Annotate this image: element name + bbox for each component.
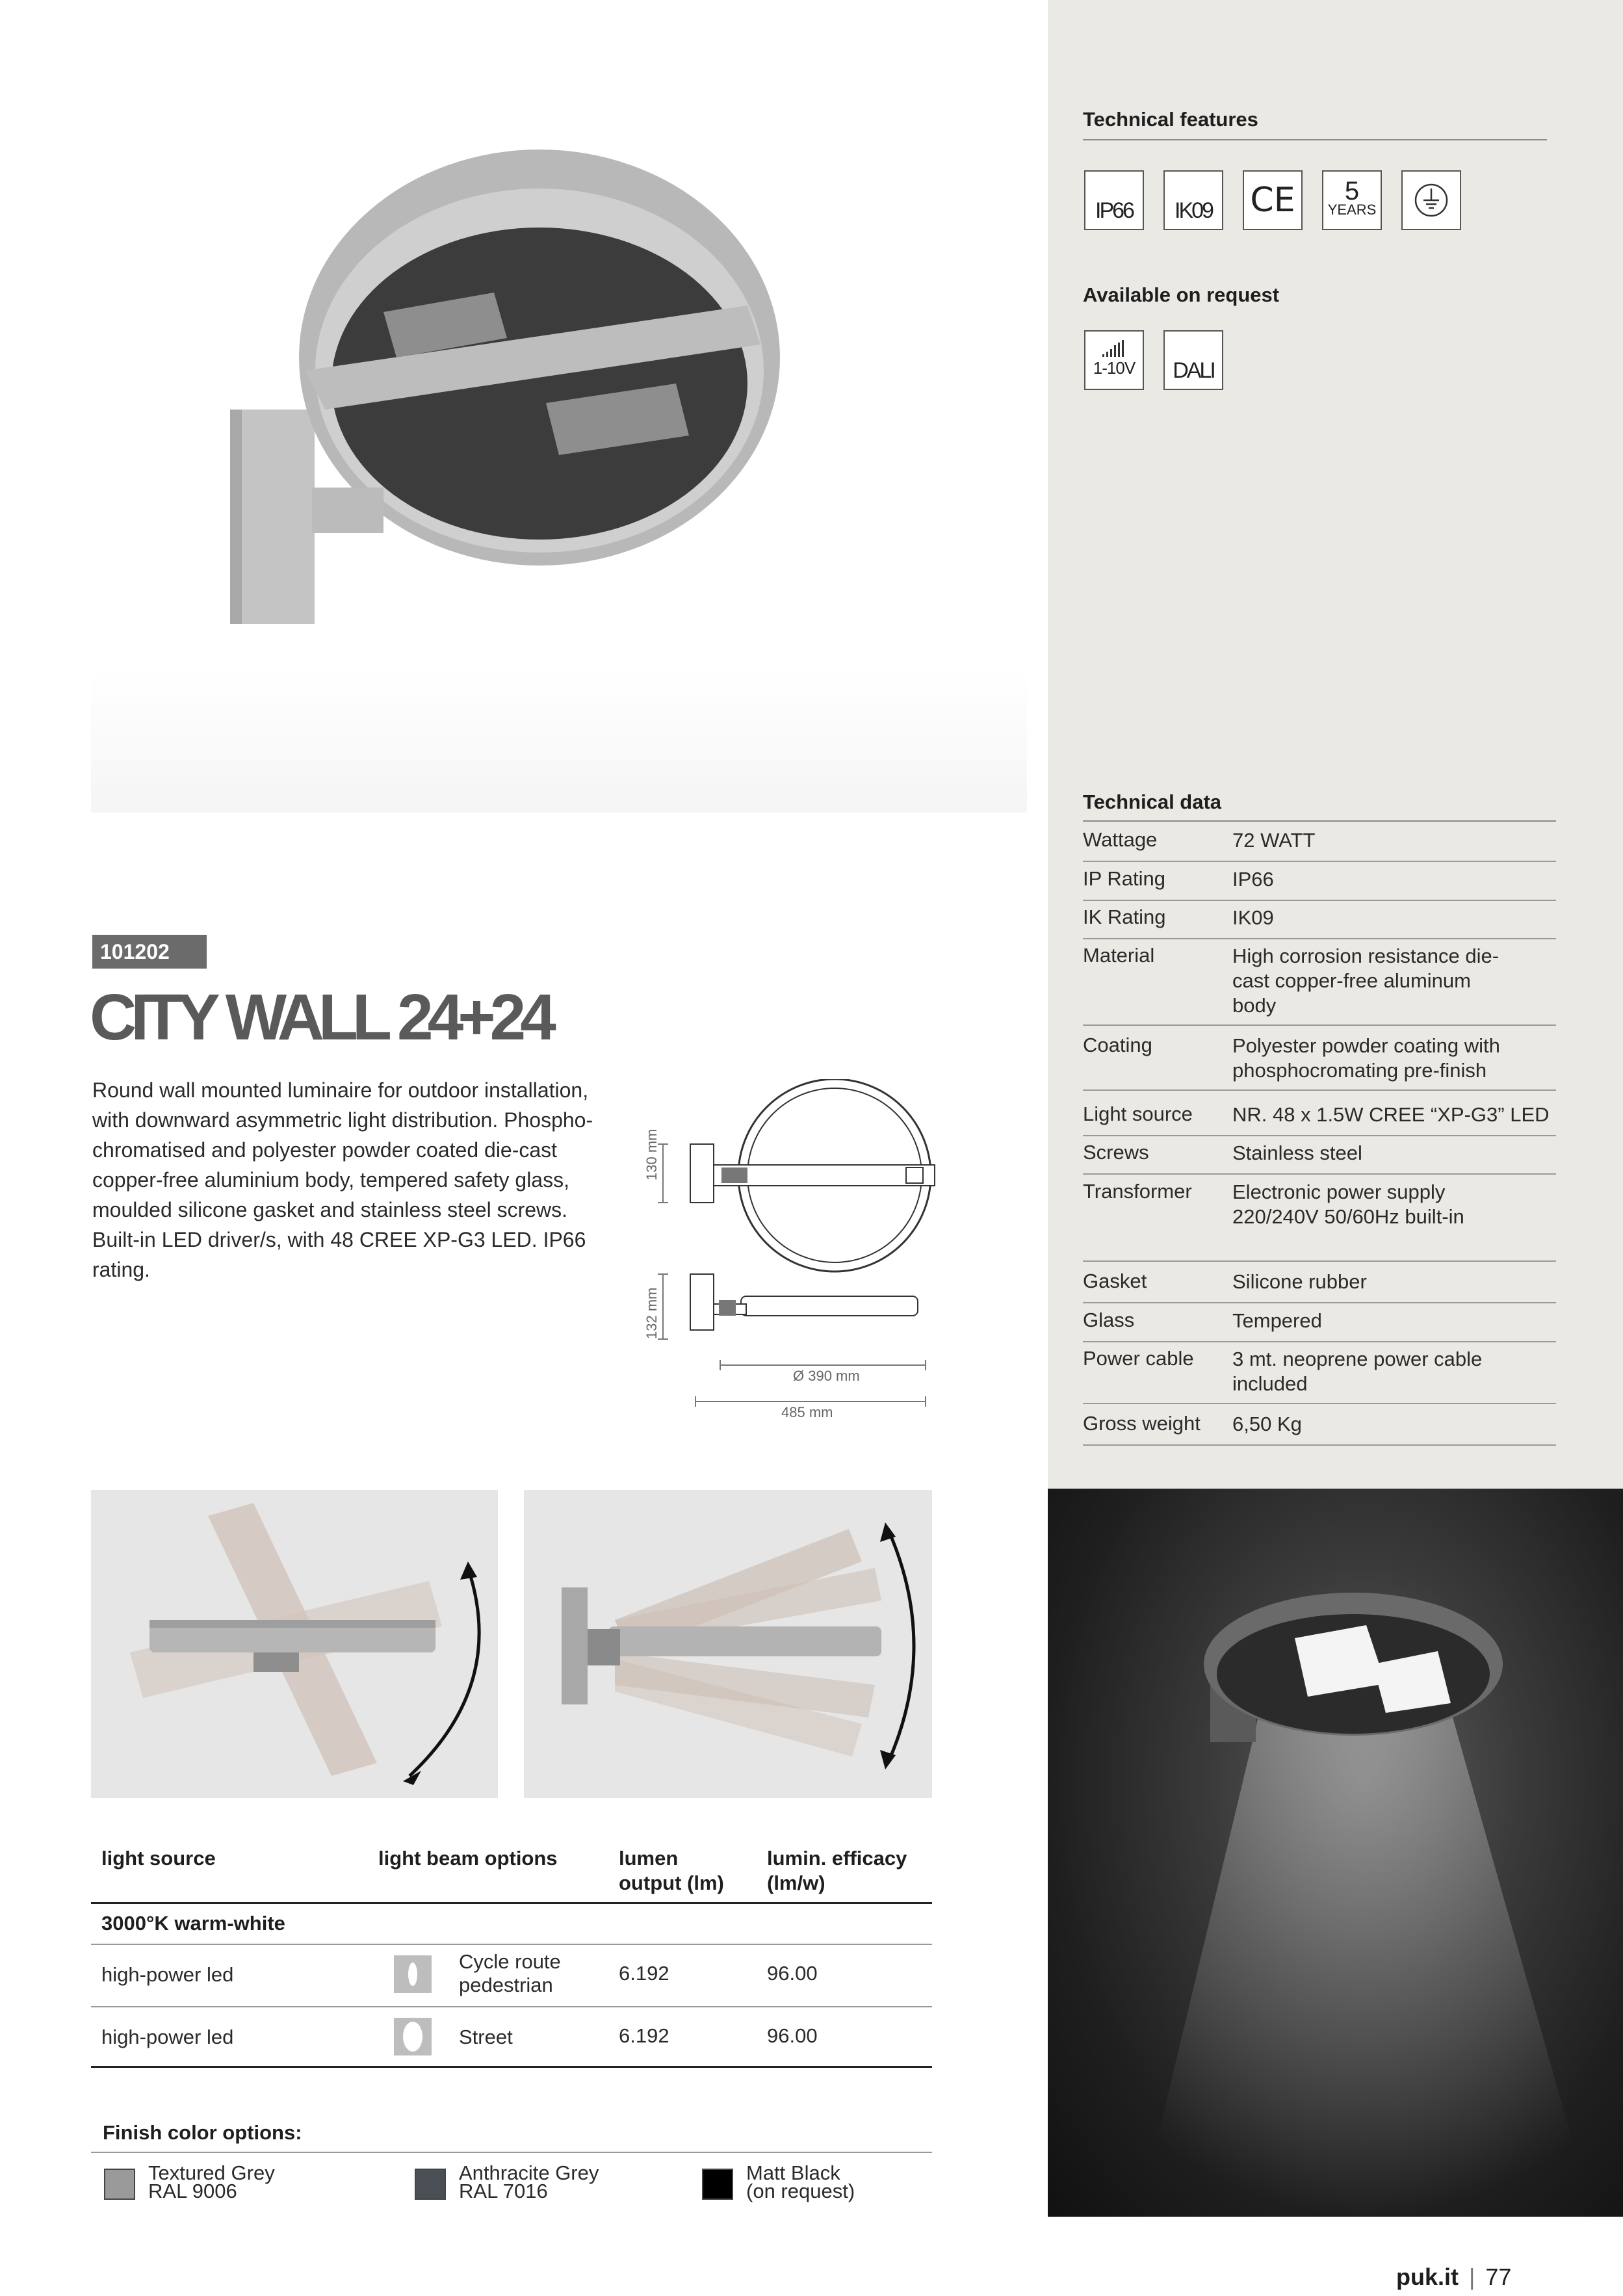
tech-row-transformer <box>1083 1180 1556 1262</box>
row-beam: Cycle route <box>459 1950 561 1973</box>
dimming-1-10v-icon: 1-10V <box>1084 330 1144 390</box>
tech-value: 3 mt. neoprene power cable included <box>1232 1348 1483 1395</box>
swatch-label-code: (on request) <box>746 2180 855 2202</box>
tech-row-gasket <box>1083 1270 1556 1303</box>
available-on-request-heading: Available on request <box>1083 283 1280 306</box>
tech-row-coating <box>1083 1034 1556 1091</box>
dimension-height-top: 130 mm <box>643 1128 660 1181</box>
row-source: high-power led <box>101 1963 234 1986</box>
tech-label: Coating <box>1083 1034 1152 1056</box>
product-code-badge: 101202 <box>92 935 207 969</box>
tech-value: 6,50 Kg <box>1232 1413 1302 1435</box>
beam-narrow-icon <box>394 1955 432 1993</box>
tech-value: Stainless steel <box>1232 1141 1362 1164</box>
night-lighting-photo <box>1048 1489 1623 2217</box>
tech-row-ip-rating <box>1083 867 1556 901</box>
group-label: 3000°K warm-white <box>101 1912 285 1935</box>
tech-value: IP66 <box>1232 868 1274 891</box>
tech-row-glass <box>1083 1309 1556 1342</box>
tech-label: Screws <box>1083 1141 1149 1164</box>
swatch-anthracite-grey <box>415 2169 446 2200</box>
rotation-photo-front <box>91 1490 498 1798</box>
swatch-textured-grey <box>104 2169 135 2200</box>
row-beam-line2: pedestrian <box>459 1974 553 1996</box>
product-title: CITY WALL 24+24 <box>90 981 551 1054</box>
col-header-lumen-unit: output (lm) <box>619 1872 724 1894</box>
earth-ground-icon <box>1401 170 1461 230</box>
tech-value: NR. 48 x 1.5W CREE “XP-G3” LED <box>1232 1103 1550 1126</box>
col-header-efficacy: lumin. efficacy <box>767 1847 907 1870</box>
ik09-icon: IK09 <box>1163 170 1223 230</box>
divider <box>91 2152 932 2153</box>
product-photo <box>91 98 1027 813</box>
tech-value: Silicone rubber <box>1232 1270 1367 1293</box>
tech-label: Transformer <box>1083 1180 1192 1203</box>
tech-label: IP Rating <box>1083 867 1165 890</box>
warranty-icon: 5 YEARS <box>1322 170 1382 230</box>
divider <box>1083 139 1547 140</box>
tech-label: Wattage <box>1083 828 1158 851</box>
divider <box>91 2006 932 2007</box>
dimension-diameter: Ø 390 mm <box>793 1368 860 1384</box>
swatch-label: Matt Black <box>746 2161 840 2184</box>
divider <box>1083 820 1556 822</box>
product-description: Round wall mounted luminaire for outdoor installation, with downward asymmetric light distribution. Phospho-chromatised and polyester powder coated die-cast copper-free aluminium body, tempered safety glass, moulded silicone gasket and stainless steel screws. Built-in LED driver/s, with 48 CREE XP-G3 LED. IP66 rating. <box>92 1078 593 1281</box>
tech-value: IK09 <box>1232 906 1274 929</box>
tech-row-power-cable <box>1083 1347 1556 1404</box>
page-footer <box>1396 2263 1511 2291</box>
tech-value: Polyester powder coating with phosphocromating pre-finish <box>1232 1034 1500 1082</box>
tech-row-wattage <box>1083 828 1556 862</box>
site-link[interactable]: puk.it <box>1396 2263 1459 2290</box>
finish-options-heading: Finish color options: <box>103 2121 302 2144</box>
swatch-label: Anthracite Grey <box>459 2161 599 2184</box>
swatch-label-code: RAL 7016 <box>459 2180 548 2202</box>
beam-wide-icon <box>394 2018 432 2055</box>
tech-value: High corrosion resistance die-cast copper-free aluminum body <box>1232 945 1500 1017</box>
row-beam: Street <box>459 2026 513 2048</box>
tech-label: Light source <box>1083 1102 1193 1125</box>
dali-icon: DALI <box>1163 330 1223 390</box>
ip66-icon: IP66 <box>1084 170 1144 230</box>
technical-data-heading: Technical data <box>1083 790 1222 813</box>
tech-value: 72 WATT <box>1232 829 1316 852</box>
col-header-beam: light beam options <box>378 1847 558 1870</box>
divider <box>91 1944 932 1945</box>
tech-label: Gross weight <box>1083 1412 1201 1435</box>
tech-label: IK Rating <box>1083 906 1166 928</box>
dimension-height-side: 132 mm <box>643 1287 660 1339</box>
dimension-length: 485 mm <box>781 1404 833 1420</box>
col-header-light-source: light source <box>101 1847 216 1870</box>
tech-row-light-source <box>1083 1102 1556 1136</box>
tech-label: Material <box>1083 944 1155 967</box>
tech-row-material <box>1083 944 1556 1026</box>
tech-value: Tempered <box>1232 1309 1322 1332</box>
tech-row-gross-weight <box>1083 1412 1556 1446</box>
row-source: high-power led <box>101 2026 234 2048</box>
tech-row-screws <box>1083 1141 1556 1175</box>
footer-separator: | <box>1469 2263 1475 2290</box>
rotation-photo-side <box>524 1490 932 1798</box>
tech-row-ik-rating <box>1083 906 1556 939</box>
row-lumen: 6.192 <box>619 1962 669 1985</box>
tech-label: Glass <box>1083 1309 1135 1331</box>
swatch-label: Textured Grey <box>148 2161 275 2184</box>
tech-value: Electronic power supply 220/240V 50/60Hz built-in <box>1232 1181 1464 1228</box>
row-lumen: 6.192 <box>619 2024 669 2047</box>
technical-features-heading: Technical features <box>1083 108 1258 131</box>
tech-label: Power cable <box>1083 1347 1194 1370</box>
swatch-label-code: RAL 9006 <box>148 2180 237 2202</box>
ce-mark-icon: CE <box>1243 170 1303 230</box>
tech-label: Gasket <box>1083 1270 1147 1292</box>
col-header-efficacy-unit: (lm/w) <box>767 1872 825 1894</box>
col-header-lumen: lumen <box>619 1847 679 1870</box>
swatch-matt-black <box>702 2169 733 2200</box>
row-efficacy: 96.00 <box>767 1962 818 1985</box>
divider <box>91 2066 932 2068</box>
divider <box>91 1902 932 1904</box>
dimension-drawing <box>643 1079 936 1430</box>
page-number: 77 <box>1485 2263 1512 2290</box>
row-efficacy: 96.00 <box>767 2024 818 2047</box>
